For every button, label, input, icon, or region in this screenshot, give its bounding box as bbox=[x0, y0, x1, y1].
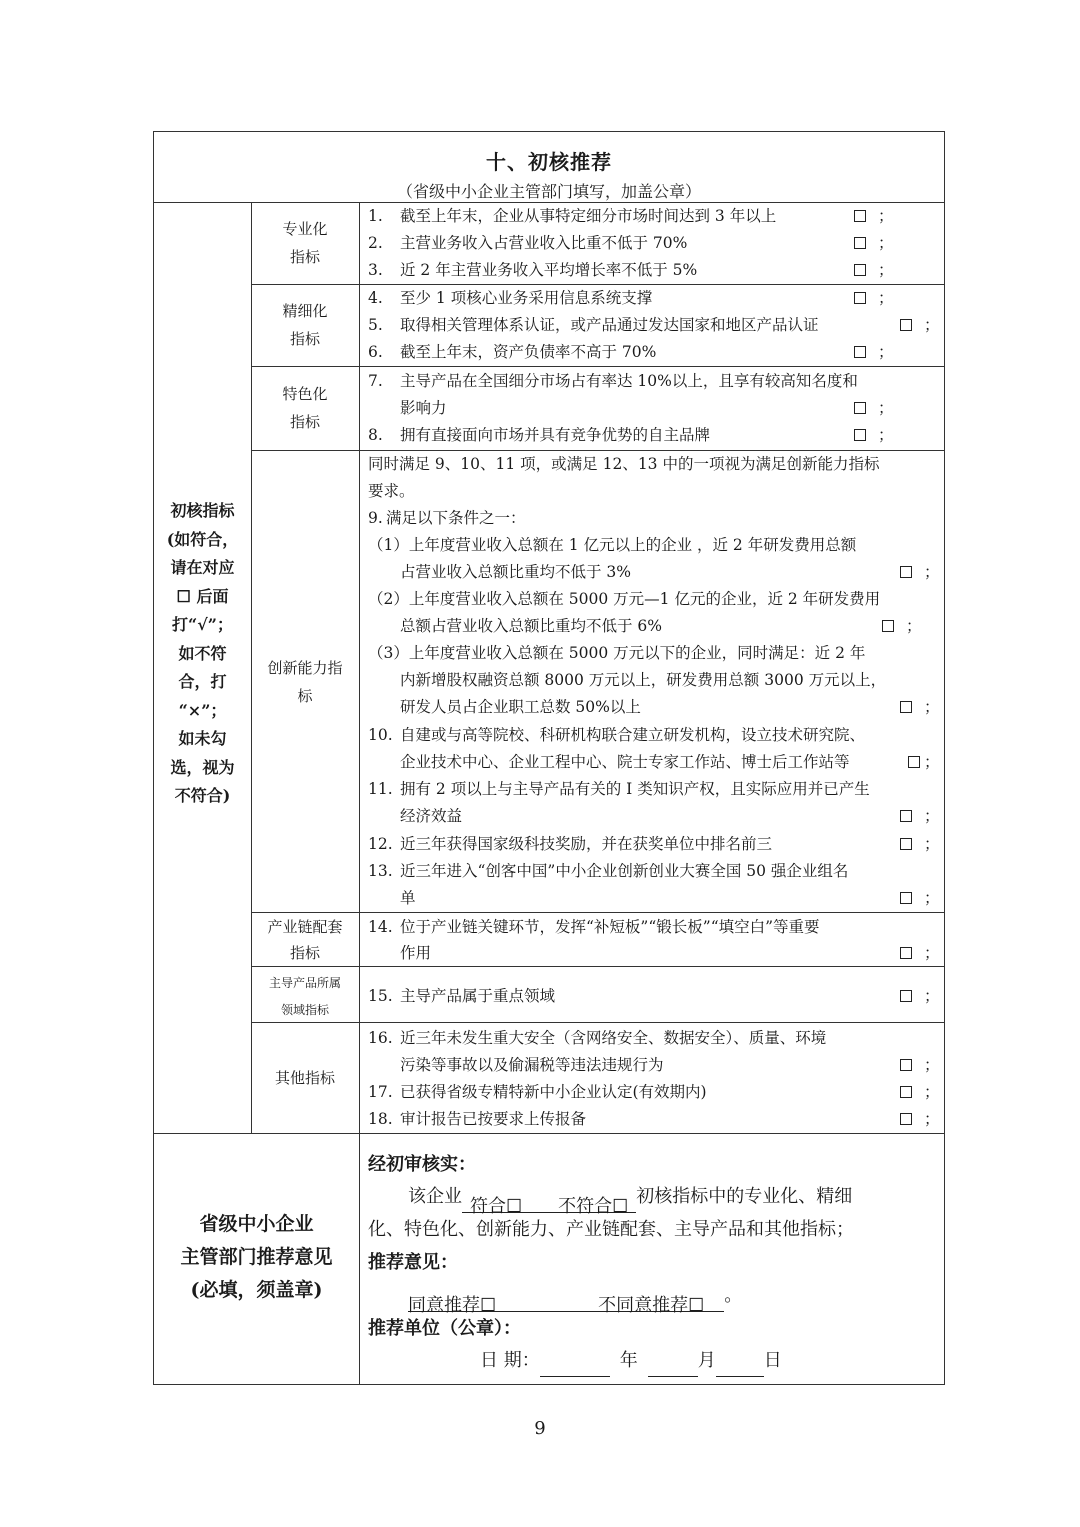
indicator-item-10 bbox=[368, 722, 934, 749]
group-label-text: 特色化 bbox=[282, 385, 328, 403]
item-text: 影响力 bbox=[400, 399, 447, 417]
recommendation-form-table bbox=[153, 131, 945, 1385]
checkbox[interactable] bbox=[882, 620, 894, 632]
innovation-intro bbox=[368, 451, 934, 478]
indicator-item-13 bbox=[368, 858, 934, 885]
month-label: 月 bbox=[697, 1350, 716, 1371]
item-number: 13. bbox=[368, 862, 393, 880]
unit-seal-label: 推荐单位（公章）： bbox=[368, 1318, 521, 1339]
initial-check-indicators-label bbox=[154, 497, 251, 811]
group-label-refined bbox=[251, 297, 359, 353]
semicolon: ； bbox=[924, 1083, 940, 1101]
item-text: 已获得省级专精特新中小企业认定(有效期内) bbox=[400, 1083, 707, 1101]
checkbox[interactable] bbox=[900, 1086, 912, 1098]
item-number: 14. bbox=[368, 918, 393, 936]
divider bbox=[251, 912, 944, 913]
semicolon: ； bbox=[924, 807, 940, 825]
checkbox[interactable] bbox=[854, 346, 866, 358]
item-text: 近 2 年主营业务收入平均增长率不低于 5% bbox=[400, 261, 698, 279]
indicator-item-9-3 bbox=[368, 640, 934, 667]
checkbox[interactable] bbox=[908, 756, 920, 768]
item-text: 位于产业链关键环节，发挥“补短板”“锻长板”“填空白”等重要 bbox=[400, 918, 820, 936]
indicator-item-4 bbox=[368, 285, 934, 312]
date-label: 日 期： bbox=[480, 1350, 540, 1371]
recommendation-label-line: 省级中小企业 bbox=[199, 1213, 314, 1235]
category-line: 打“√”； bbox=[172, 615, 233, 634]
semicolon: ； bbox=[924, 316, 940, 334]
item-number: 4. bbox=[368, 289, 383, 307]
group-label-text: 精细化 bbox=[282, 302, 328, 320]
item-number: 6. bbox=[368, 343, 383, 361]
group-label-specialized bbox=[251, 215, 359, 271]
group-label-text: 专业化 bbox=[282, 220, 328, 238]
innovation-intro-cont bbox=[368, 478, 934, 505]
item-text: 研发人员占企业职工总数 50%以上 bbox=[400, 698, 641, 716]
category-line: (如符合， bbox=[166, 529, 239, 549]
group-label-innovation bbox=[251, 654, 359, 710]
checkbox[interactable] bbox=[900, 892, 912, 904]
semicolon: ； bbox=[924, 987, 940, 1005]
indicator-item-6 bbox=[368, 339, 934, 366]
indicator-item-2 bbox=[368, 230, 934, 257]
form-subtitle: （省级中小企业主管部门填写，加盖公章） bbox=[396, 182, 701, 201]
item-number: 12. bbox=[368, 835, 393, 853]
recommendation-label-line: (必填，须盖章) bbox=[190, 1279, 323, 1301]
agree-option[interactable]: 同意推荐☐ bbox=[408, 1295, 497, 1316]
checkbox[interactable] bbox=[854, 264, 866, 276]
verified-label: 经初审核实： bbox=[368, 1154, 476, 1175]
semicolon: ； bbox=[924, 944, 940, 962]
indicator-item-12 bbox=[368, 831, 940, 858]
recommendation-label-line: 主管部门推荐意见 bbox=[180, 1246, 333, 1268]
item-text: 自建或与高等院校、科研机构联合建立研发机构，设立技术研究院、 bbox=[400, 726, 866, 744]
item-text: （1）上年度营业收入总额在 1 亿元以上的企业 ，近 2 年研发费用总额 bbox=[368, 536, 857, 554]
item-number: 11. bbox=[368, 780, 393, 798]
indicator-item-14 bbox=[368, 914, 934, 941]
conformity-sentence: 初核指标中的专业化、精细 bbox=[636, 1186, 853, 1207]
item-text: 主导产品属于重点领域 bbox=[400, 987, 556, 1005]
indicator-item-9-2-cont bbox=[368, 613, 934, 640]
page-number: 9 bbox=[534, 1418, 546, 1439]
indicator-item-16-cont bbox=[368, 1052, 940, 1079]
indicator-item-10-cont bbox=[368, 749, 940, 776]
semicolon: ； bbox=[924, 1110, 940, 1128]
item-text: 单 bbox=[400, 889, 416, 907]
checkbox[interactable] bbox=[854, 402, 866, 414]
item-text: 至少 1 项核心业务采用信息系统支撑 bbox=[400, 289, 653, 307]
item-number: 3. bbox=[368, 261, 383, 279]
recommendation-label bbox=[154, 1208, 359, 1307]
item-text: 拥有 2 项以上与主导产品有关的 I 类知识产权，且实际应用并已产生 bbox=[400, 780, 870, 798]
item-text: 近三年获得国家级科技奖励，并在获奖单位中排名前三 bbox=[400, 835, 773, 853]
category-line: 请在对应 bbox=[170, 558, 235, 577]
semicolon: ； bbox=[924, 563, 940, 581]
indicator-item-5 bbox=[368, 312, 940, 339]
item-number: 2. bbox=[368, 234, 383, 252]
indicator-item-1 bbox=[368, 203, 934, 230]
item-text: 总额占营业收入总额比重均不低于 6% bbox=[400, 617, 663, 635]
indicator-item-9-2 bbox=[368, 586, 934, 613]
divider bbox=[359, 202, 360, 1385]
semicolon: ； bbox=[878, 399, 894, 417]
semicolon: ； bbox=[878, 289, 894, 307]
item-number: 15. bbox=[368, 987, 393, 1005]
checkbox[interactable] bbox=[900, 1059, 912, 1071]
item-number: 8. bbox=[368, 426, 383, 444]
item-number: 1. bbox=[368, 207, 383, 225]
indicator-item-9-1-cont bbox=[368, 559, 940, 586]
category-line: 初核指标 bbox=[170, 501, 235, 520]
checkbox[interactable] bbox=[900, 319, 912, 331]
group-label-text: 创新能力指 bbox=[267, 659, 343, 677]
intro-text: 同时满足 9、10、11 项，或满足 12、13 中的一项视为满足创新能力指标 bbox=[368, 455, 880, 473]
checkbox[interactable] bbox=[900, 838, 912, 850]
checkbox[interactable] bbox=[854, 429, 866, 441]
item-number: 16. bbox=[368, 1029, 393, 1047]
indicator-item-9-3-cont bbox=[368, 667, 934, 694]
group-label-other bbox=[251, 1064, 359, 1092]
item-text: 满足以下条件之一： bbox=[386, 509, 526, 527]
conformity-line-2: 化、特色化、创新能力、产业链配套、主导产品和其他指标； bbox=[368, 1219, 854, 1240]
semicolon: ； bbox=[878, 207, 894, 225]
indicator-item-18 bbox=[368, 1106, 940, 1133]
semicolon: ； bbox=[906, 617, 922, 635]
opinion-choice[interactable] bbox=[408, 1289, 724, 1316]
checkbox[interactable] bbox=[900, 810, 912, 822]
checkbox[interactable] bbox=[900, 1113, 912, 1125]
conform-option[interactable]: 符合☐ bbox=[470, 1196, 523, 1217]
item-number: 9. bbox=[368, 509, 383, 527]
item-text: 经济效益 bbox=[400, 807, 463, 825]
item-text: 占营业收入总额比重均不低于 3% bbox=[400, 563, 632, 581]
group-label-featured bbox=[251, 380, 359, 436]
group-label-text: 指标 bbox=[289, 944, 320, 962]
indicator-item-11-cont bbox=[368, 803, 940, 830]
indicator-item-15 bbox=[368, 983, 940, 1010]
item-text: 近三年未发生重大安全（含网络安全、数据安全）、质量、环境 bbox=[400, 1029, 827, 1047]
item-number: 7. bbox=[368, 372, 383, 390]
indicator-item-8 bbox=[368, 422, 934, 449]
disagree-option[interactable]: 不同意推荐☐ bbox=[598, 1295, 705, 1316]
group-label-text: 指标 bbox=[289, 413, 320, 431]
item-number: 18. bbox=[368, 1110, 393, 1128]
item-text: （3）上年度营业收入总额在 5000 万元以下的企业，同时满足：近 2 年 bbox=[368, 644, 866, 662]
indicator-item-14-cont bbox=[368, 940, 940, 967]
semicolon: ； bbox=[924, 889, 940, 907]
opinion-line bbox=[408, 1279, 743, 1316]
date-line bbox=[480, 1344, 782, 1377]
checkbox[interactable] bbox=[900, 701, 912, 713]
indicator-item-11 bbox=[368, 776, 934, 803]
indicator-item-16 bbox=[368, 1025, 934, 1052]
divider bbox=[154, 1133, 944, 1134]
indicator-item-9 bbox=[368, 505, 934, 532]
indicator-item-9-1 bbox=[368, 532, 934, 559]
item-text: 内新增股权融资总额 8000 万元以上，研发费用总额 3000 万元以上， bbox=[400, 671, 887, 689]
indicator-item-13-cont bbox=[368, 885, 940, 912]
semicolon: ； bbox=[878, 261, 894, 279]
group-label-text: 指标 bbox=[289, 330, 320, 348]
item-text: 截至上年末，企业从事特定细分市场时间达到 3 年以上 bbox=[400, 207, 777, 225]
checkbox[interactable] bbox=[854, 210, 866, 222]
semicolon: ； bbox=[878, 343, 894, 361]
period: 。 bbox=[724, 1285, 743, 1306]
category-line: 合，打 bbox=[178, 672, 227, 691]
category-line: 不符合) bbox=[174, 786, 231, 805]
semicolon: ； bbox=[878, 426, 894, 444]
indicator-item-9-3-cont2 bbox=[368, 694, 940, 721]
group-label-text: 产业链配套 bbox=[267, 918, 343, 936]
category-line: 选，视为 bbox=[170, 757, 235, 777]
item-text: 主营业务收入占营业收入比重不低于 70% bbox=[400, 234, 688, 252]
conformity-line bbox=[408, 1180, 853, 1217]
item-text: 审计报告已按要求上传报备 bbox=[400, 1110, 587, 1128]
semicolon: ； bbox=[924, 835, 940, 853]
group-label-text: 标 bbox=[297, 687, 313, 705]
item-text: 近三年进入“创客中国”中小企业创新创业大赛全国 50 强企业组名 bbox=[400, 862, 849, 880]
checkbox[interactable] bbox=[854, 292, 866, 304]
item-number: 5. bbox=[368, 316, 383, 334]
group-label-product-domain bbox=[251, 970, 359, 1024]
indicator-item-3 bbox=[368, 257, 934, 284]
item-text: 污染等事故以及偷漏税等违法违规行为 bbox=[400, 1056, 664, 1074]
semicolon: ； bbox=[924, 1056, 940, 1074]
semicolon: ； bbox=[924, 753, 940, 771]
group-label-industry-chain bbox=[251, 914, 359, 966]
group-label-text: 领域指标 bbox=[280, 1003, 329, 1017]
checkbox[interactable] bbox=[854, 237, 866, 249]
checkbox[interactable] bbox=[900, 947, 912, 959]
not-conform-option[interactable]: 不符合☐ bbox=[558, 1196, 629, 1217]
year-label: 年 bbox=[619, 1350, 638, 1371]
intro-text: 要求。 bbox=[368, 482, 415, 500]
item-text: 截至上年末，资产负债率不高于 70% bbox=[400, 343, 657, 361]
group-label-text: 主导产品所属 bbox=[268, 976, 341, 990]
item-text: （2）上年度营业收入总额在 5000 万元—1 亿元的企业，近 2 年研发费用 bbox=[368, 590, 881, 608]
indicator-item-17 bbox=[368, 1079, 940, 1106]
group-label-text: 指标 bbox=[289, 248, 320, 266]
divider bbox=[251, 366, 944, 367]
item-text: 企业技术中心、企业工程中心、院士专家工作站、博士后工作站等 bbox=[400, 753, 850, 771]
item-text: 拥有直接面向市场并具有竞争优势的自主品牌 bbox=[400, 426, 711, 444]
form-title: 十、初核推荐 bbox=[486, 150, 612, 174]
date-day-field[interactable] bbox=[716, 1354, 764, 1377]
category-line: 如不符 bbox=[178, 643, 227, 663]
date-month-field[interactable] bbox=[648, 1354, 698, 1377]
group-label-text: 其他指标 bbox=[274, 1069, 335, 1087]
checkbox[interactable] bbox=[900, 566, 912, 578]
opinion-label: 推荐意见： bbox=[368, 1252, 458, 1273]
indicator-item-7 bbox=[368, 368, 934, 395]
item-number: 17. bbox=[368, 1083, 393, 1101]
indicator-item-7-cont bbox=[368, 395, 934, 422]
category-line: ☐ 后面 bbox=[176, 586, 229, 606]
conformity-choice[interactable] bbox=[462, 1190, 636, 1217]
item-text: 作用 bbox=[400, 944, 432, 962]
company-prefix: 该企业 bbox=[408, 1186, 462, 1207]
day-label: 日 bbox=[763, 1350, 782, 1371]
category-line: 如未勾 bbox=[178, 729, 227, 748]
semicolon: ； bbox=[924, 698, 940, 716]
semicolon: ； bbox=[878, 234, 894, 252]
item-number: 10. bbox=[368, 726, 393, 744]
date-year-field[interactable] bbox=[540, 1354, 610, 1377]
item-text: 主导产品在全国细分市场占有率达 10%以上，且享有较高知名度和 bbox=[400, 372, 858, 390]
category-line: “×”； bbox=[178, 700, 227, 720]
checkbox[interactable] bbox=[900, 990, 912, 1002]
item-text: 取得相关管理体系认证，或产品通过发达国家和地区产品认证 bbox=[400, 316, 819, 334]
